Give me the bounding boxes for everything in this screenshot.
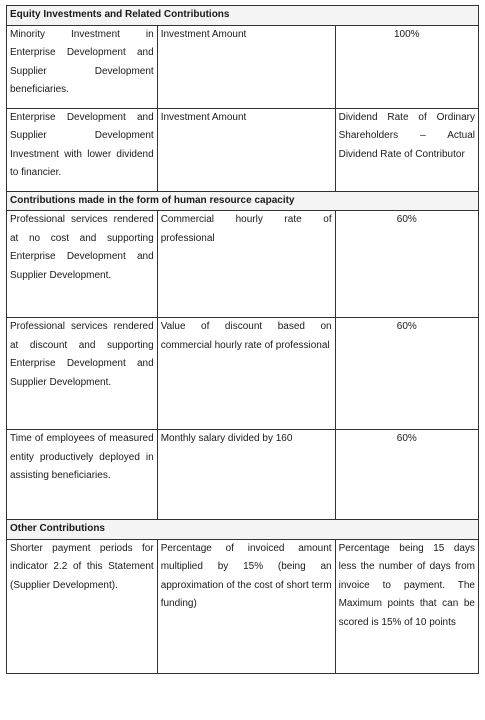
description-cell: Enterprise Development and Supplier Development Investment with lower dividend to financier. — [7, 108, 158, 191]
recognition-cell: 100% — [335, 25, 478, 108]
section-title: Equity Investments and Related Contributions — [7, 6, 479, 26]
table-row — [7, 318, 479, 430]
table-row — [7, 430, 479, 520]
description-cell: Time of employees of measured entity productively deployed in assisting beneficiaries. — [7, 430, 158, 520]
section-header-row — [7, 520, 479, 540]
description-cell: Professional services rendered at discount and supporting Enterprise Development and Supplier Development. — [7, 318, 158, 430]
benefit-cell: Monthly salary divided by 160 — [157, 430, 335, 520]
contributions-table — [6, 5, 479, 674]
recognition-cell: Percentage being 15 days less the number of days from invoice to payment. The Maximum points that can be scored is 15% of 10 points — [335, 539, 478, 673]
table-row — [7, 25, 479, 108]
recognition-cell: 60% — [335, 318, 478, 430]
recognition-cell: 60% — [335, 430, 478, 520]
table-row — [7, 108, 479, 191]
section-header-row — [7, 6, 479, 26]
benefit-cell: Investment Amount — [157, 25, 335, 108]
table-row — [7, 539, 479, 673]
description-cell: Professional services rendered at no cost and supporting Enterprise Development and Supplier Development. — [7, 211, 158, 318]
benefit-cell: Commercial hourly rate of professional — [157, 211, 335, 318]
description-cell: Minority Investment in Enterprise Development and Supplier Development beneficiaries. — [7, 25, 158, 108]
contributions-table-document — [6, 5, 479, 674]
benefit-cell: Percentage of invoiced amount multiplied by 15% (being an approximation of the cost of short term funding) — [157, 539, 335, 673]
benefit-cell: Value of discount based on commercial hourly rate of professional — [157, 318, 335, 430]
recognition-cell: 60% — [335, 211, 478, 318]
benefit-cell: Investment Amount — [157, 108, 335, 191]
description-cell: Shorter payment periods for indicator 2.2 of this Statement (Supplier Development). — [7, 539, 158, 673]
section-title: Contributions made in the form of human resource capacity — [7, 191, 479, 211]
table-row — [7, 211, 479, 318]
section-title: Other Contributions — [7, 520, 479, 540]
recognition-cell: Dividend Rate of Ordinary Shareholders – Actual Dividend Rate of Contributor — [335, 108, 478, 191]
section-header-row — [7, 191, 479, 211]
